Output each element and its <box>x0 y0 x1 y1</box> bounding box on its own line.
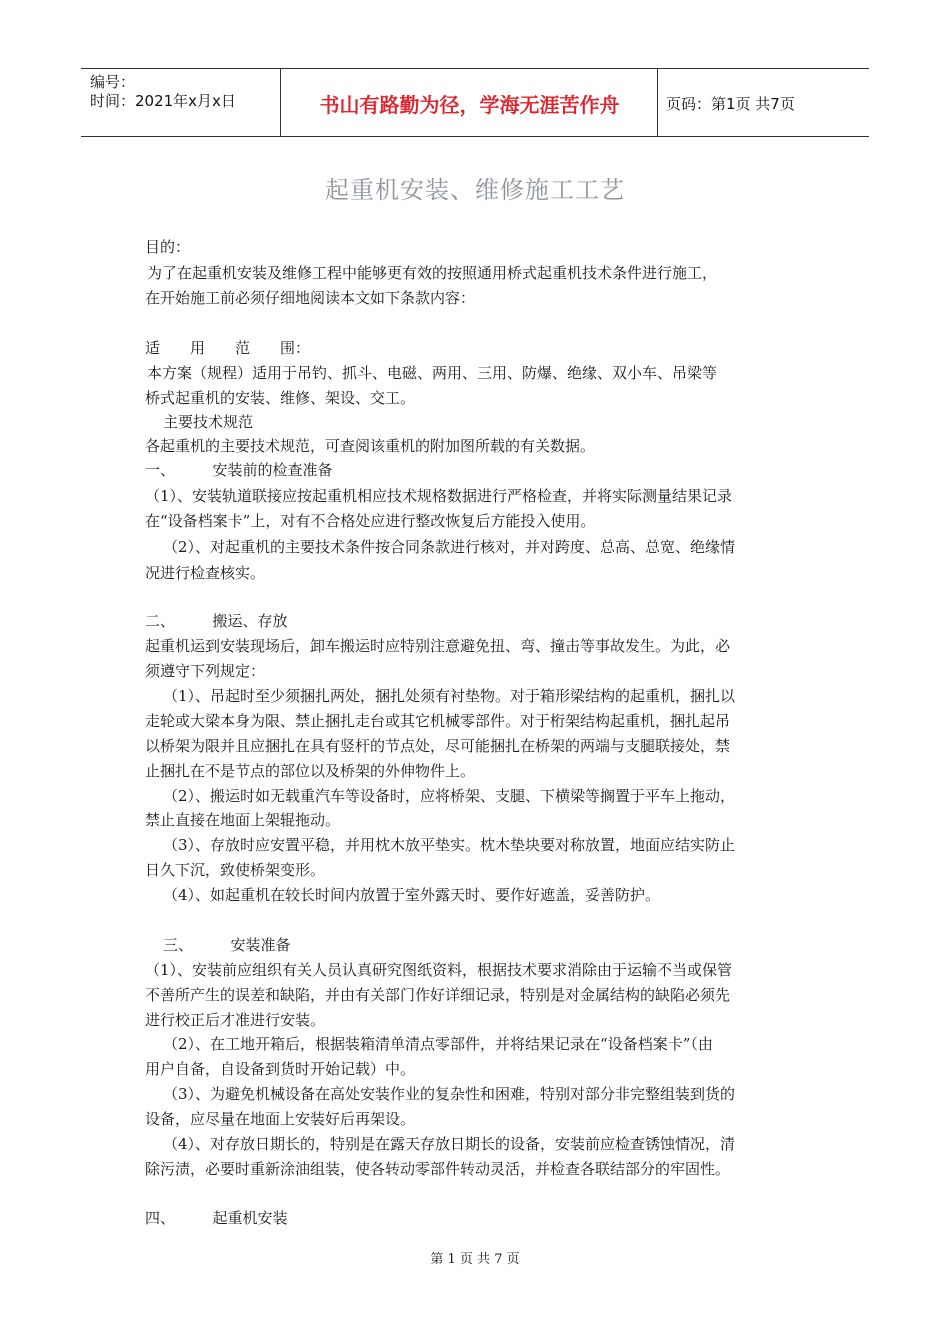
paragraph-line: （4）、对存放日期长的，特别是在露天存放日期长的设备，安装前应检查锈蚀情况，清 <box>163 1135 736 1153</box>
section-spec-heading: 主要技术规范 <box>163 413 254 431</box>
section-scope-heading: 适 用 范 围： <box>145 339 311 357</box>
header-divider-right <box>657 68 658 136</box>
paragraph-line: 各起重机的主要技术规范，可查阅该重机的附加图所载的有关数据。 <box>145 437 596 455</box>
document-time: 时间：2021年x月x日 <box>90 92 236 110</box>
paragraph-line: 本方案（规程）适用于吊钓、抓斗、电磁、两用、三用、防爆、绝缘、双小车、吊梁等 <box>147 364 718 382</box>
paragraph-line: 禁止直接在地面上架辊拖动。 <box>145 811 341 829</box>
paragraph-line: 除污渍，必要时重新涂油组装，使各转动零部件转动灵活，并检查各联结部分的牢固性。 <box>145 1160 731 1178</box>
paragraph-line: （3）、为避免机械设备在高处安装作业的复杂性和困难，特别对部分非完整组装到货的 <box>163 1085 736 1103</box>
paragraph-line: 在开始施工前必须仔细地阅读本文如下条款内容： <box>145 289 476 307</box>
paragraph-line: 须遵守下列规定： <box>145 662 266 680</box>
section-3-heading: 三、 安装准备 <box>163 936 291 954</box>
paragraph-line: 桥式起重机的安装、维修、架设、交工。 <box>145 389 416 407</box>
paragraph-line: （1）、吊起时至少须捆扎两处，捆扎处须有衬垫物。对于箱形梁结构的起重机，捆扎以 <box>163 687 736 705</box>
page-indicator: 页码：第1页 共7页 <box>666 95 795 113</box>
header-divider-left <box>280 68 281 136</box>
paragraph-line: （3）、存放时应安置平稳，并用枕木放平垫实。枕木垫块要对称放置，地面应结实防止 <box>163 836 736 854</box>
paragraph-line: （1）、安装轨道联接应按起重机相应技术规格数据进行严格检查，并将实际测量结果记录 <box>145 487 733 505</box>
paragraph-line: 在“设备档案卡”上，对有不合格处应进行整改恢复后方能投入使用。 <box>145 512 596 530</box>
paragraph-line: 止捆扎在不是节点的部位以及桥架的外伸物件上。 <box>145 762 476 780</box>
paragraph-line: 为了在起重机安装及维修工程中能够更有效的按照通用桥式起重机技术条件进行施工， <box>147 264 718 282</box>
paragraph-line: 用户自备，自设备到货时开始记载）中。 <box>145 1060 416 1078</box>
paragraph-line: （2）、对起重机的主要技术条件按合同条款进行核对，并对跨度、总高、总宽、绝缘情 <box>163 538 736 556</box>
paragraph-line: （2）、在工地开箱后，根据装箱清单清点零部件，并将结果记录在“设备档案卡”（由 <box>163 1035 713 1053</box>
section-purpose-heading: 目的： <box>145 238 191 256</box>
paragraph-line: 况进行检查核实。 <box>145 564 266 582</box>
document-title: 起重机安装、维修施工工艺 <box>325 176 625 204</box>
paragraph-line: 起重机运到安装现场后，卸车搬运时应特别注意避免扭、弯、撞击等事故发生。为此，必 <box>145 637 731 655</box>
document-number: 编号： <box>90 73 136 91</box>
paragraph-line: 以桥架为限并且应捆扎在具有竖杆的节点处，尽可能捆扎在桥架的两端与支腿联接处，禁 <box>145 737 731 755</box>
paragraph-line: 设备，应尽量在地面上安装好后再架设。 <box>145 1110 416 1128</box>
page-footer: 第 1 页 共 7 页 <box>430 1252 520 1267</box>
section-2-heading: 二、 搬运、存放 <box>145 612 288 630</box>
section-4-heading: 四、 起重机安装 <box>145 1209 288 1227</box>
header-bottom-border <box>81 136 869 137</box>
paragraph-line: 进行校正后才准进行安装。 <box>145 1011 326 1029</box>
paragraph-line: （1）、安装前应组织有关人员认真研究图纸资料，根据技术要求消除由于运输不当或保管 <box>145 961 733 979</box>
paragraph-line: 日久下沉，致使桥架变形。 <box>145 861 326 879</box>
header-motto: 书山有路勤为径，学海无涯苦作舟 <box>319 93 620 117</box>
paragraph-line: （2）、搬运时如无载重汽车等设备时，应将桥架、支腿、下横梁等搁置于平车上拖动， <box>163 787 736 805</box>
header-top-border <box>81 68 869 69</box>
section-1-heading: 一、 安装前的检查准备 <box>145 461 333 479</box>
paragraph-line: （4）、如起重机在较长时间内放置于室外露天时、要作好遮盖，妥善防护。 <box>163 886 661 904</box>
paragraph-line: 走轮或大梁本身为限、禁止捆扎走台或其它机械零部件。对于桁架结构起重机，捆扎起吊 <box>145 712 731 730</box>
paragraph-line: 不善所产生的误差和缺陷，并由有关部门作好详细记录，特别是对金属结构的缺陷必须先 <box>145 986 731 1004</box>
